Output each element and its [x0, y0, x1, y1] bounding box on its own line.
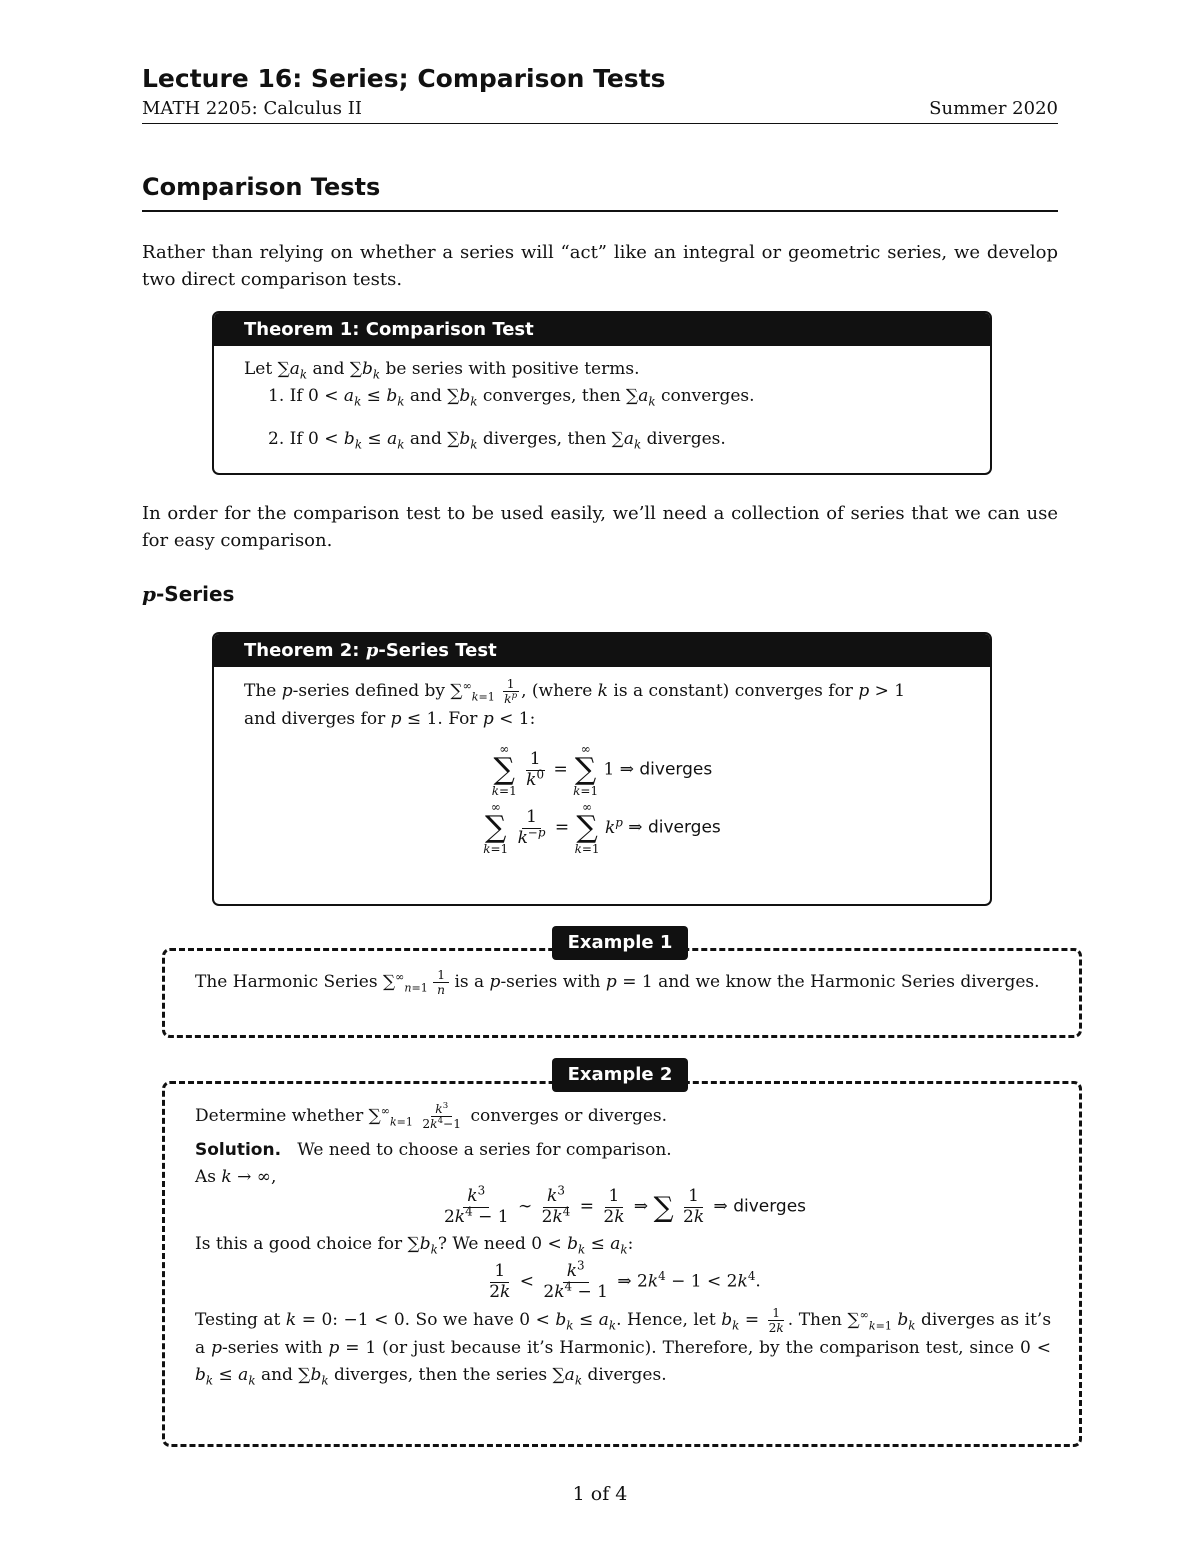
theorem-1-item-2: 2. If $0 < b_k \le a_k$ and $\sum b_k$ diverges, then $\sum a_k$ diverges.: [268, 429, 726, 452]
p-series-heading: p-Series: [142, 582, 235, 606]
course-name: MATH 2205: Calculus II: [142, 98, 362, 119]
theorem-1-body: [214, 346, 990, 463]
page-number: 1 of 4: [572, 1483, 628, 1505]
theorem-2-equation-1: ∞ ∑ k=1 $\frac{1}{k^0}$ = ∞ ∑ k=1 1 ⇒ diverges: [491, 742, 713, 799]
example-2-asymptotic-equation: $\frac{k^3}{2k^4 - 1}$ ∼ $\frac{k^3}{2k^4}$ = $\frac{1}{2k}$ ⇒ ∑ $\frac{1}{2k}$ ⇒ diverges: [443, 1183, 807, 1227]
example-2-solution: Solution. We need to choose a series for comparison.: [195, 1140, 672, 1161]
example-2-box: [162, 1081, 1082, 1447]
example-2-question: Is this a good choice for $\sum b_k$? We need $0 < b_k \le a_k$:: [195, 1234, 634, 1257]
document-title: Lecture 16: Series; Comparison Tests: [142, 64, 666, 93]
example-1-text: The Harmonic Series $\sum^\infty_{n=1}$ $\frac{1}{n}$ is a p-series with p = 1 and we know the Harmonic Series diverges.: [195, 968, 1040, 998]
section-title: Comparison Tests: [142, 173, 381, 201]
theorem-2-statement: The p-series defined by $\sum^\infty_{k=1}$ $\frac{1}{k^p}$ , (where k is a constant) converges for p > 1 and diverges for p ≤ 1. For p < 1:: [244, 677, 906, 730]
example-1-box: [162, 948, 1082, 1038]
example-2-label: Example 2: [552, 1058, 688, 1092]
theorem-2-box: [212, 632, 992, 906]
header-rule: [142, 123, 1058, 124]
example-2-prompt: Determine whether $\sum^\infty_{k=1}$ $\frac{k^3}{2k^4-1}$ converges or diverges.: [195, 1100, 668, 1132]
example-1-label: Example 1: [552, 926, 688, 960]
theorem-1-title: Theorem 1: Comparison Test: [214, 313, 990, 346]
theorem-1-item-1: 1. If $0 < a_k \le b_k$ and $\sum b_k$ converges, then $\sum a_k$ converges.: [268, 386, 755, 409]
example-2-as-line: As k → ∞,: [195, 1167, 277, 1188]
theorem-1-let-line: Let $\sum a_k$ and $\sum b_k$ be series with positive terms.: [244, 359, 640, 382]
transition-paragraph: In order for the comparison test to be used easily, we’ll need a collection of series that we can use for easy comparison.: [142, 503, 1058, 551]
theorem-1-box: [212, 311, 992, 475]
example-2-body: [165, 1084, 1079, 1389]
example-2-conclusion: Testing at k = 0: −1 < 0. So we have $0 < b_k \le a_k$. Hence, let $b_k$ = $\frac{1}{2k}$ . Then $\sum^\infty_{k=1}$ $b_k$ diverges as it’s a p-series with p = 1 (or just because it’s Harmonic). Therefore, by the comparison test, since $0 < b_k \le a_k$ and $\sum b_k$ diverges, then the series $\sum a_k$ diverges.: [195, 1306, 1052, 1388]
theorem-2-title: Theorem 2: p-Series Test: [214, 634, 990, 667]
theorem-2-body: [214, 667, 990, 869]
theorem-2-equation-2: ∞ ∑ k=1 $\frac{1}{k^{-p}}$ = ∞ ∑ k=1 $k^p$ ⇒ diverges: [483, 800, 721, 857]
example-2-inequality: $\frac{1}{2k}$ < $\frac{k^3}{2k^4 - 1}$ ⇒ $2k^4 - 1 < 2k^4$.: [489, 1258, 761, 1302]
section-rule: [142, 210, 1058, 212]
term-label: Summer 2020: [929, 98, 1058, 119]
intro-paragraph: Rather than relying on whether a series will “act” like an integral or geometric series, we develop two direct comparison tests.: [142, 242, 1058, 290]
